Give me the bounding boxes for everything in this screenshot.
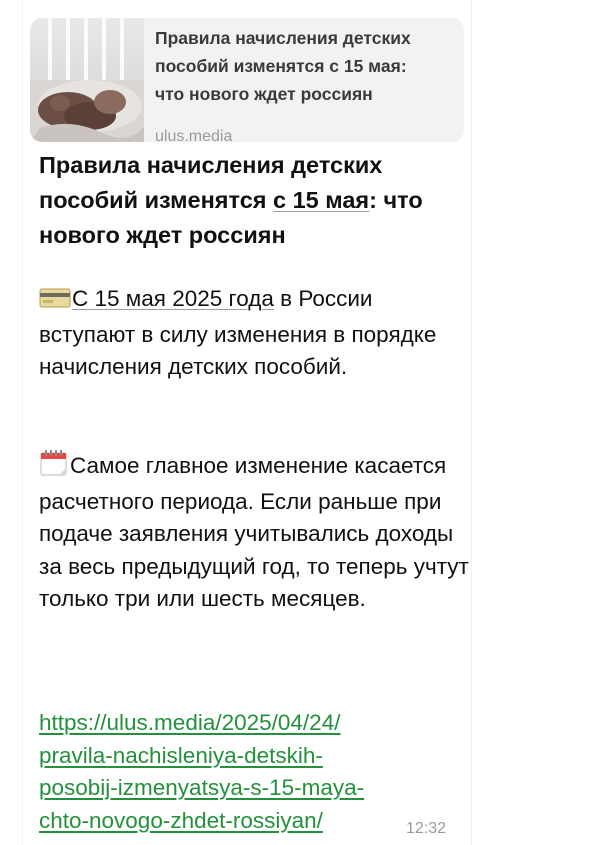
post-title-part2: : что нового ждет россиян (39, 187, 423, 248)
post-title-date[interactable]: с 15 мая (273, 187, 370, 213)
article-link-line-4[interactable]: chto-novogo-zhdet-rossiyan/ (39, 807, 323, 833)
calendar-icon (39, 448, 69, 486)
paragraph-2 (39, 448, 469, 616)
preview-domain: ulus.media (155, 128, 233, 142)
credit-card-icon (39, 286, 71, 319)
article-link-line-3[interactable]: posobij-izmenyatsya-s-15-maya- (39, 775, 365, 800)
preview-thumbnail (30, 18, 144, 142)
article-link-block (39, 707, 469, 837)
paragraph-2-text: Самое главное изменение касается расчетного периода. Если раньше при подаче заявления учитывались доходы за весь предыдущий год, то теперь учтут только три или шесть месяцев. (39, 453, 469, 611)
link-preview-card[interactable] (30, 18, 464, 142)
preview-title: Правила начисления детских пособий изменятся с 15 мая: что нового ждет россиян (155, 28, 411, 104)
paragraph-1 (39, 283, 469, 384)
article-link-line-2[interactable]: pravila-nachisleniya-detskih- (39, 742, 323, 768)
post-title (39, 148, 469, 253)
article-link-line-1[interactable]: https://ulus.media/2025/04/24/ (39, 710, 341, 735)
post-title-part1: Правила начисления детских пособий изменятся (39, 152, 383, 213)
baby-photo-image (30, 18, 144, 142)
message-timestamp: 12:32 (406, 820, 447, 837)
paragraph-1-text: в России вступают в силу изменения в порядке начисления детских пособий. (39, 286, 437, 379)
paragraph-1-date[interactable]: С 15 мая 2025 года (72, 286, 274, 311)
